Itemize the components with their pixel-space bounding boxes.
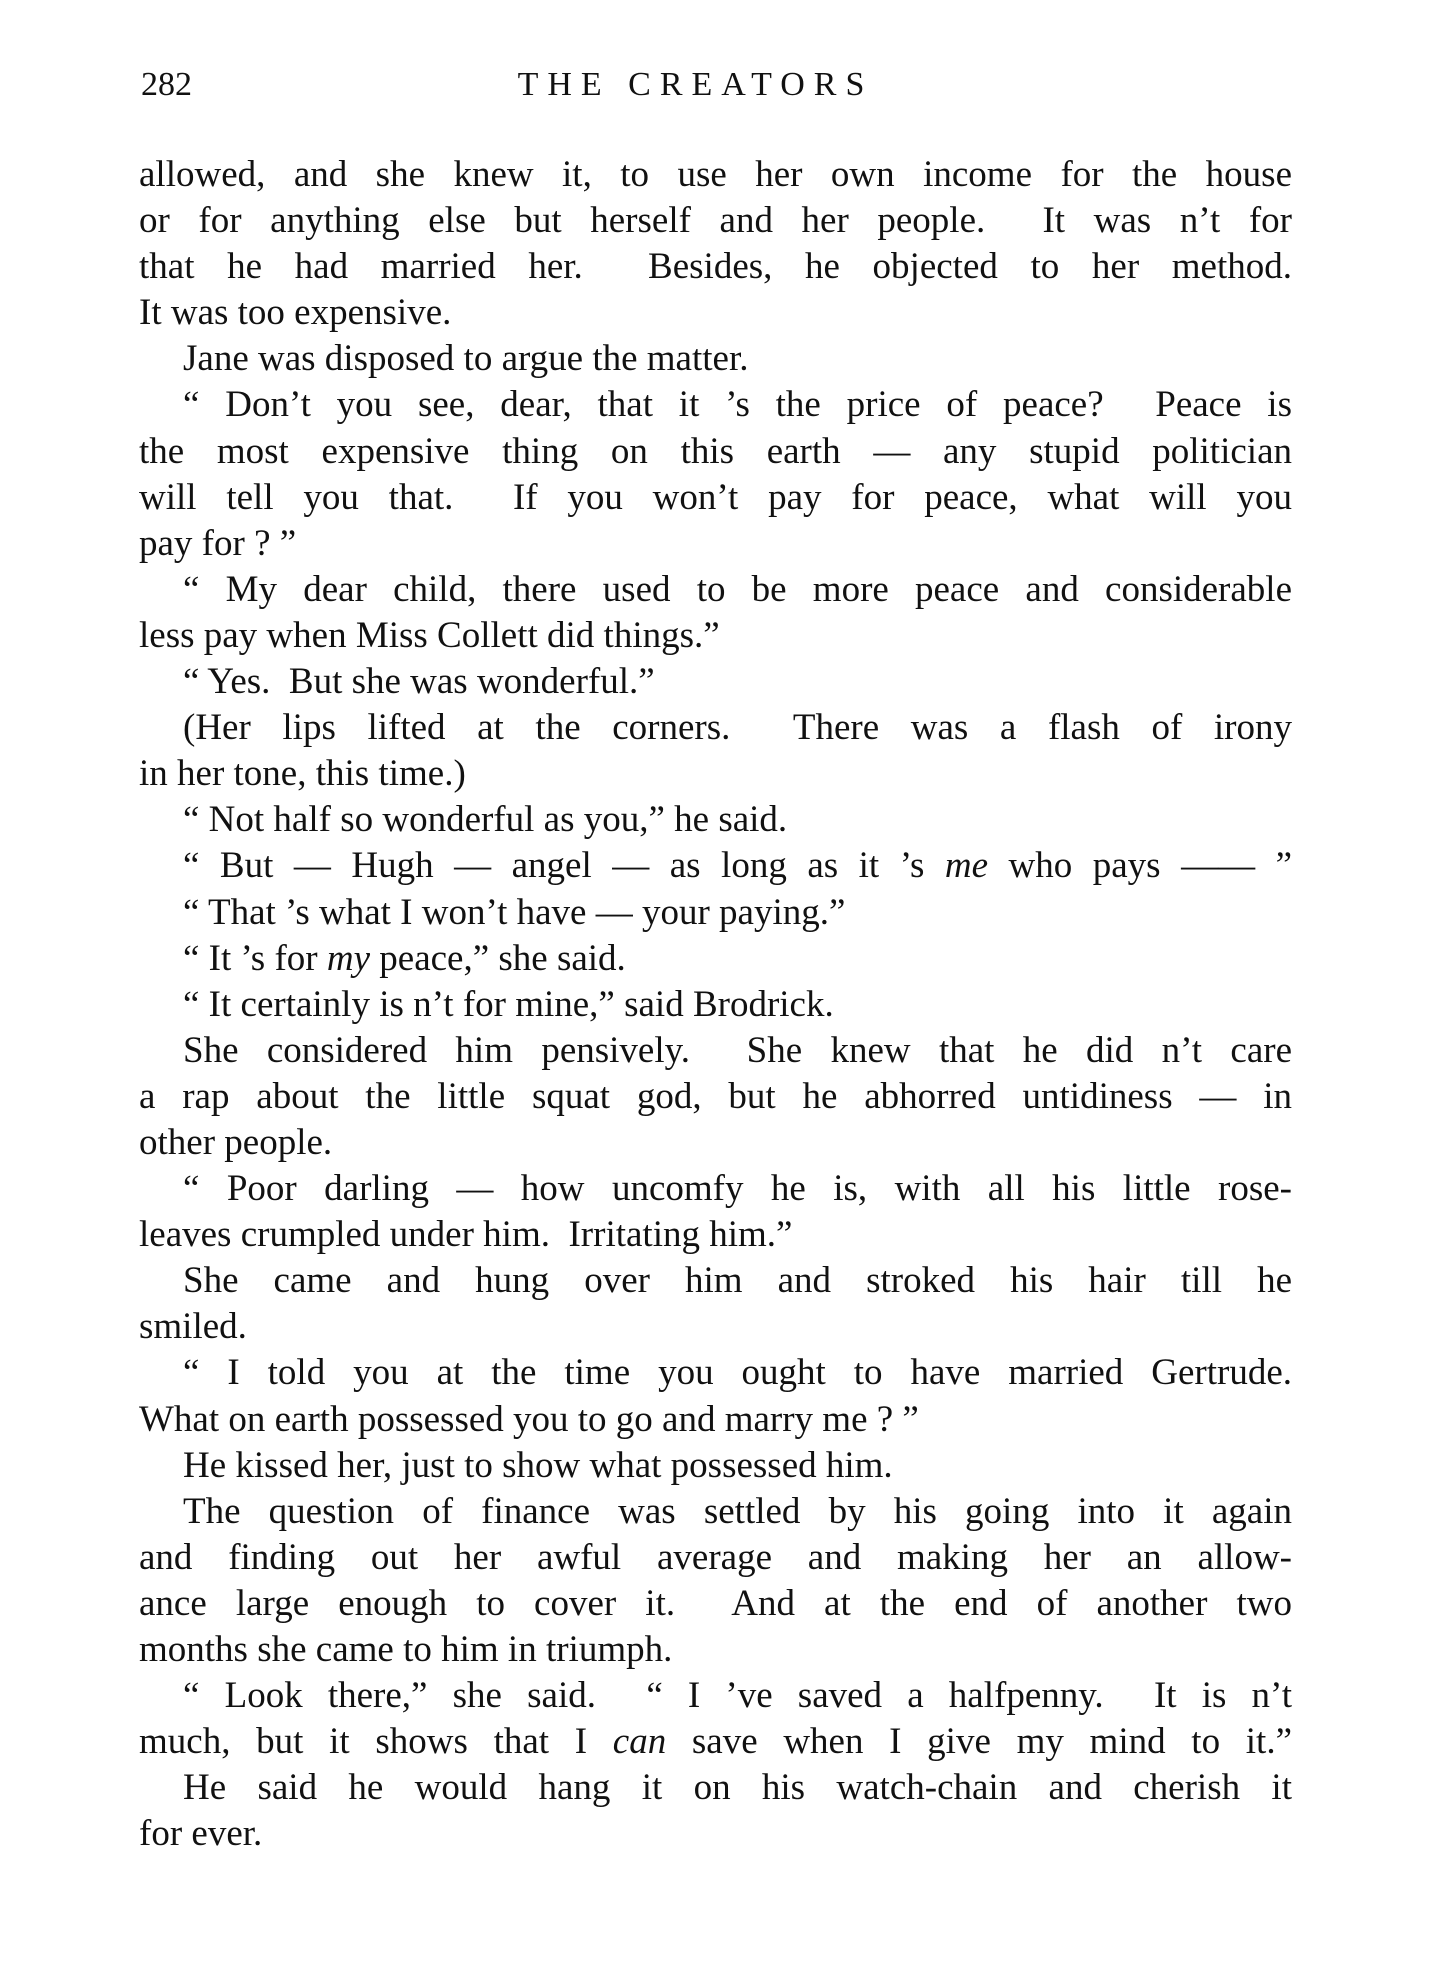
- text-line: [139, 1581, 1292, 1627]
- line-text: that he had married her. Besides, he objected to her method.: [139, 246, 1292, 288]
- line-text: He said he would hang it on his watch-chain and cherish it: [183, 1767, 1292, 1809]
- text-line: [139, 751, 1292, 797]
- line-text: “ Don’t you see, dear, that it ’s the price of peace? Peace is: [183, 384, 1292, 426]
- line-text: “ I told you at the time you ought to have married Gertrude.: [183, 1352, 1292, 1394]
- text-line: [139, 797, 1292, 843]
- line-text: What on earth possessed you to go and marry me ? ”: [139, 1398, 919, 1440]
- text-line: [139, 1258, 1292, 1304]
- line-text: “ It certainly is n’t for mine,” said Brodrick.: [183, 983, 834, 1025]
- text-line: [139, 1028, 1292, 1074]
- page-body-text: [139, 152, 1292, 1857]
- line-text: other people.: [139, 1121, 333, 1163]
- italic-text: me: [944, 845, 989, 887]
- line-text: She came and hung over him and stroked his hair till he: [183, 1260, 1292, 1302]
- text-line: [139, 336, 1292, 382]
- line-text: “ My dear child, there used to be more peace and considerable: [183, 568, 1292, 610]
- line-text: in her tone, this time.): [139, 753, 466, 795]
- text-line: [139, 1212, 1292, 1258]
- line-text: “ Not half so wonderful as you,” he said.: [183, 799, 788, 841]
- text-line: [139, 567, 1292, 613]
- page-number: 282: [141, 66, 192, 103]
- text-line: [139, 382, 1292, 428]
- text-line: [139, 1489, 1292, 1535]
- text-line: [139, 982, 1292, 1028]
- italic-text: my: [326, 937, 371, 979]
- line-text: “ Yes. But she was wonderful.”: [183, 661, 655, 703]
- line-text: months she came to him in triumph.: [139, 1629, 673, 1670]
- line-text: who pays —— ”: [988, 845, 1292, 887]
- line-text: peace,” she said.: [370, 937, 626, 979]
- line-text: pay for ? ”: [139, 522, 297, 564]
- text-line: [139, 1719, 1292, 1765]
- text-line: [139, 244, 1292, 290]
- line-text: or for anything else but herself and her people. It was n’t for: [139, 200, 1292, 242]
- running-header: [139, 66, 1292, 116]
- line-text: a rap about the little squat god, but he abhorred untidiness — in: [139, 1075, 1292, 1117]
- text-line: [139, 1397, 1292, 1443]
- text-line: [139, 290, 1292, 336]
- line-text: The question of finance was settled by his going into it again: [183, 1490, 1292, 1532]
- text-line: [139, 1627, 1292, 1673]
- text-line: [139, 613, 1292, 659]
- line-text: “ But — Hugh — angel — as long as it ’s: [183, 845, 945, 887]
- line-text: smiled.: [139, 1306, 247, 1348]
- text-line: [139, 843, 1292, 889]
- text-line: [139, 152, 1292, 198]
- line-text: “ It ’s for: [183, 937, 327, 979]
- text-line: [139, 705, 1292, 751]
- text-line: [139, 475, 1292, 521]
- line-text: ance large enough to cover it. And at the end of another two: [139, 1582, 1292, 1624]
- line-text: allowed, and she knew it, to use her own income for the house: [139, 154, 1292, 195]
- line-text: leaves crumpled under him. Irritating him.”: [139, 1214, 793, 1256]
- line-text: It was too expensive.: [139, 292, 452, 334]
- text-line: [139, 1350, 1292, 1396]
- text-line: [139, 198, 1292, 244]
- line-text: “ Look there,” she said. “ I ’ve saved a halfpenny. It is n’t: [183, 1675, 1292, 1717]
- line-text: He kissed her, just to show what possessed him.: [183, 1444, 893, 1486]
- text-line: [139, 1166, 1292, 1212]
- text-line: [139, 1304, 1292, 1350]
- line-text: and finding out her awful average and making her an allow-: [139, 1536, 1292, 1578]
- text-line: [139, 1811, 1292, 1857]
- line-text: save when I give my mind to it.”: [666, 1721, 1292, 1763]
- line-text: Jane was disposed to argue the matter.: [183, 338, 749, 380]
- line-text: less pay when Miss Collett did things.”: [139, 614, 720, 656]
- line-text: “ That ’s what I won’t have — your paying.”: [183, 891, 846, 933]
- line-text: much, but it shows that I: [139, 1721, 613, 1763]
- line-text: “ Poor darling — how uncomfy he is, with all his little rose-: [183, 1168, 1292, 1210]
- text-line: [139, 890, 1292, 936]
- text-line: [139, 1120, 1292, 1166]
- text-line: [139, 1443, 1292, 1489]
- text-line: [139, 429, 1292, 475]
- text-line: [139, 659, 1292, 705]
- line-text: for ever.: [139, 1813, 263, 1855]
- text-line: [139, 521, 1292, 567]
- running-title: THE CREATORS: [517, 66, 874, 103]
- text-line: [139, 1074, 1292, 1120]
- line-text: She considered him pensively. She knew that he did n’t care: [183, 1029, 1292, 1071]
- text-line: [139, 936, 1292, 982]
- line-text: (Her lips lifted at the corners. There was a flash of irony: [183, 707, 1292, 749]
- text-line: [139, 1673, 1292, 1719]
- text-line: [139, 1535, 1292, 1581]
- line-text: will tell you that. If you won’t pay for peace, what will you: [139, 476, 1292, 518]
- text-line: [139, 1765, 1292, 1811]
- line-text: the most expensive thing on this earth — any stupid politician: [139, 430, 1292, 472]
- italic-text: can: [612, 1721, 667, 1763]
